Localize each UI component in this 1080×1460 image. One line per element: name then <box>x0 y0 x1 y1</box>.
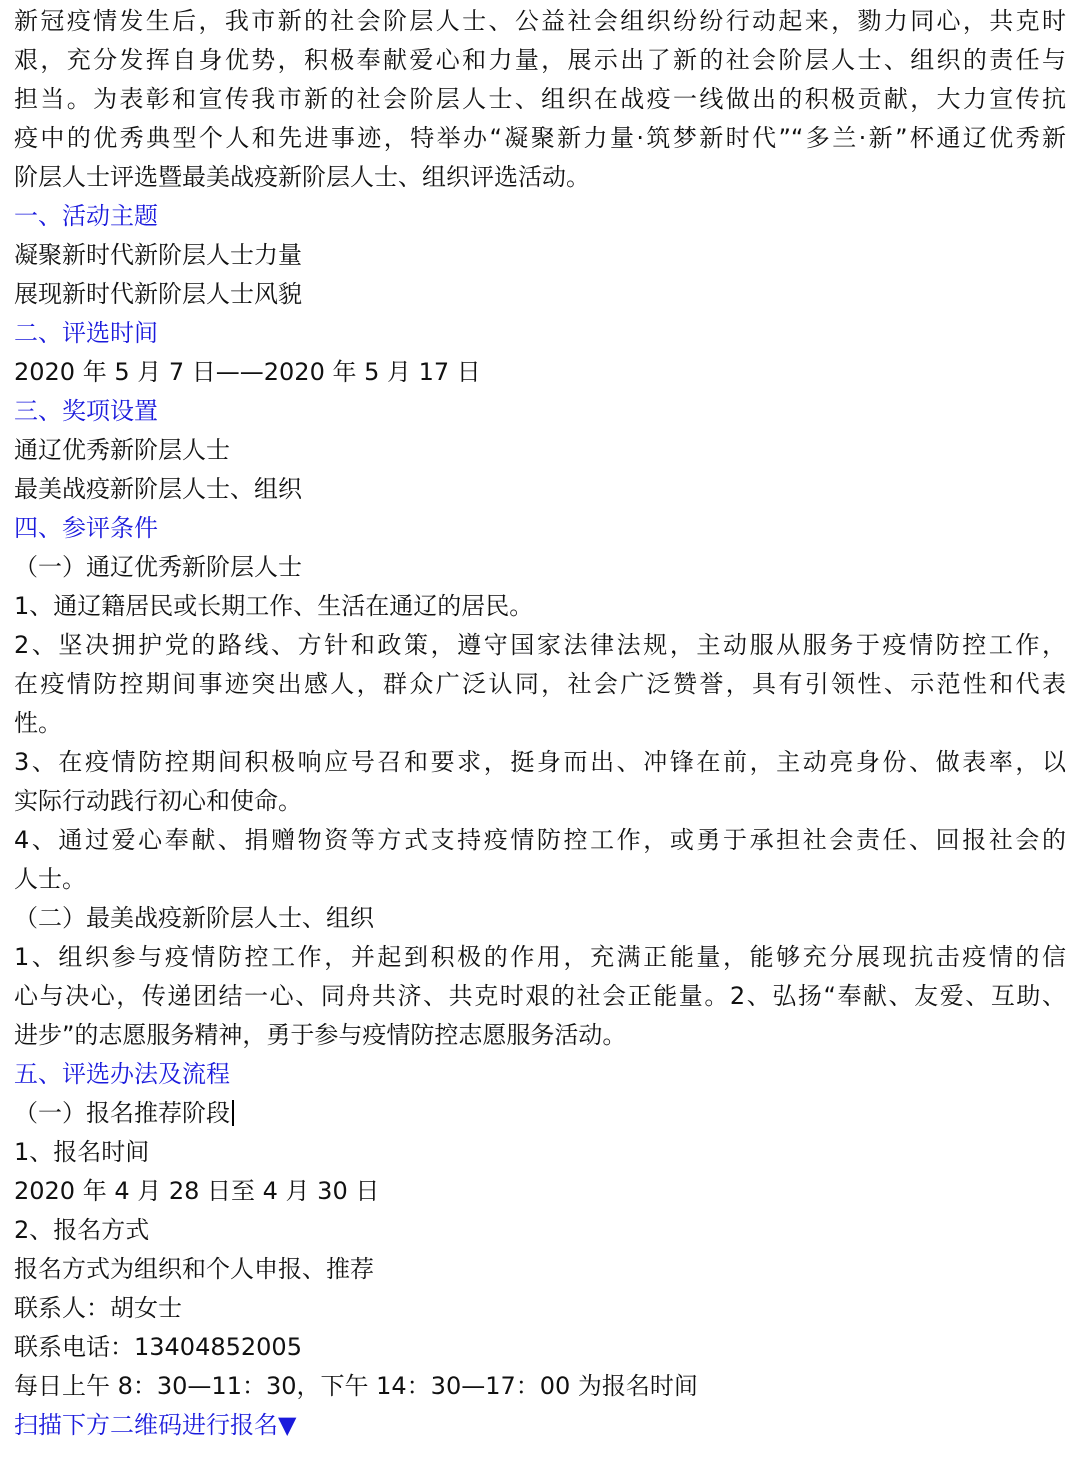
intro-line: 担当。为表彰和宣传我市新的社会阶层人士、组织在战疫一线做出的积极贡献，大力宣传抗 <box>14 85 1066 113</box>
process-line: 报名方式为组织和个人申报、推荐 <box>14 1255 374 1283</box>
section-heading-theme: 一、活动主题 <box>14 202 158 230</box>
qr-register-link[interactable]: 扫描下方二维码进行报名▼ <box>14 1411 297 1439</box>
intro-line: 艰，充分发挥自身优势，积极奉献爱心和力量，展示出了新的社会阶层人士、组织的责任与 <box>14 46 1066 74</box>
theme-line: 凝聚新时代新阶层人士力量 <box>14 241 302 269</box>
criteria-line: 在疫情防控期间事迹突出感人，群众广泛认同，社会广泛赞誉，具有引领性、示范性和代表 <box>14 670 1066 698</box>
criteria-line: 3、在疫情防控期间积极响应号召和要求，挺身而出、冲锋在前，主动亮身份、做表率，以 <box>14 748 1066 776</box>
text-cursor <box>232 1100 234 1126</box>
intro-line: 疫中的优秀典型个人和先进事迹，特举办“凝聚新力量·筑梦新时代”“多兰·新”杯通辽优秀新 <box>14 124 1066 152</box>
registration-hours: 每日上午 8：30—11：30，下午 14：30—17：00 为报名时间 <box>14 1372 698 1400</box>
registration-dates: 2020 年 4 月 28 日至 4 月 30 日 <box>14 1177 380 1205</box>
criteria-line: 4、通过爱心奉献、捐赠物资等方式支持疫情防控工作，或勇于承担社会责任、回报社会的 <box>14 826 1066 854</box>
theme-line: 展现新时代新阶层人士风貌 <box>14 280 302 308</box>
selection-period: 2020 年 5 月 7 日——2020 年 5 月 17 日 <box>14 358 481 386</box>
criteria-line: 1、通辽籍居民或长期工作、生活在通辽的居民。 <box>14 592 534 620</box>
intro-line: 新冠疫情发生后，我市新的社会阶层人士、公益社会组织纷纷行动起来，勠力同心，共克时 <box>14 7 1066 35</box>
criteria-line: 人士。 <box>14 865 86 893</box>
process-line: 2、报名方式 <box>14 1216 150 1244</box>
criteria-line: 性。 <box>14 709 62 737</box>
contact-person: 联系人：胡女士 <box>14 1294 182 1322</box>
contact-phone: 联系电话：13404852005 <box>14 1333 302 1361</box>
award-item: 最美战疫新阶层人士、组织 <box>14 475 302 503</box>
criteria-line: 1、组织参与疫情防控工作，并起到积极的作用，充满正能量，能够充分展现抗击疫情的信 <box>14 943 1066 971</box>
intro-line: 阶层人士评选暨最美战疫新阶层人士、组织评选活动。 <box>14 163 590 191</box>
section-heading-awards: 三、奖项设置 <box>14 397 158 425</box>
criteria-line: 心与决心，传递团结一心、同舟共济、共克时艰的社会正能量。2、弘扬“奉献、友爱、互助、 <box>14 982 1066 1010</box>
process-subheading-text: （一）报名推荐阶段 <box>14 1099 230 1127</box>
criteria-line: 2、坚决拥护党的路线、方针和政策，遵守国家法律法规，主动服从服务于疫情防控工作， <box>14 631 1066 659</box>
section-heading-process: 五、评选办法及流程 <box>14 1060 230 1088</box>
section-heading-criteria: 四、参评条件 <box>14 514 158 542</box>
criteria-subheading: （二）最美战疫新阶层人士、组织 <box>14 904 374 932</box>
award-item: 通辽优秀新阶层人士 <box>14 436 230 464</box>
section-heading-time: 二、评选时间 <box>14 319 158 347</box>
process-line: 1、报名时间 <box>14 1138 150 1166</box>
criteria-line: 实际行动践行初心和使命。 <box>14 787 302 815</box>
criteria-subheading: （一）通辽优秀新阶层人士 <box>14 553 302 581</box>
process-subheading <box>14 1094 1066 1133</box>
criteria-line: 进步”的志愿服务精神，勇于参与疫情防控志愿服务活动。 <box>14 1021 627 1049</box>
